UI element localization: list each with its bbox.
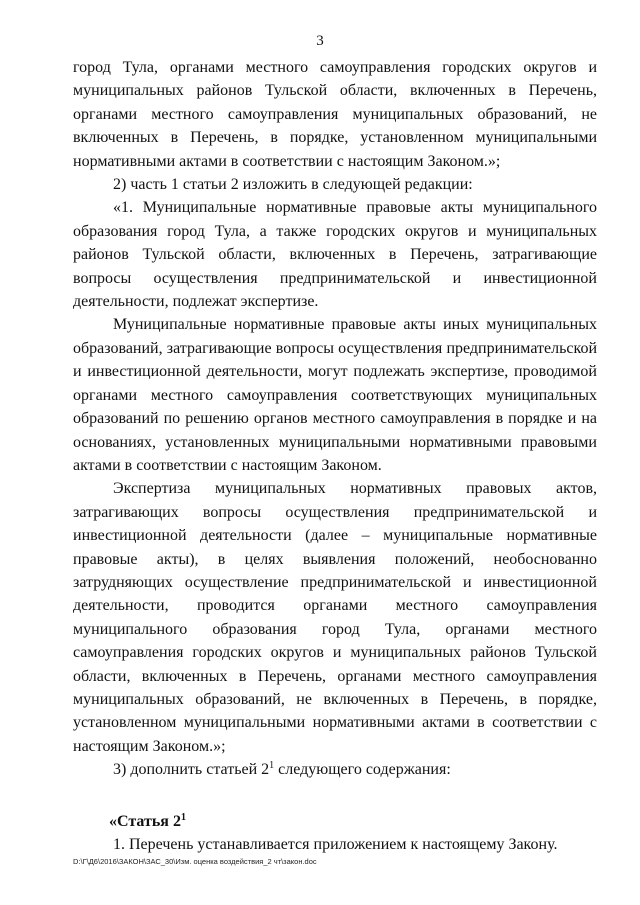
paragraph-other-municipal-acts: Муниципальные нормативные правовые акты иных муниципальных образований, затрагивающие вопросы осуществления предпринимательской и инвестиционной деятельности, могут подлежать экспертизе, проводимой органами местного самоуправления соответствующих муниципальных образований по решению органов местного самоуправления в порядке и на основаниях, установленных муниципальными нормативными правовыми актами в соответствии с настоящим Законом. xyxy=(73,316,597,474)
article-title xyxy=(73,810,597,833)
document-body xyxy=(73,56,597,856)
article-title-text: «Статья 2 xyxy=(109,812,181,830)
page-number: 3 xyxy=(316,33,324,49)
amendment-3-superscript: 1 xyxy=(269,760,275,772)
amendment-3-text-end: следующего содержания: xyxy=(274,761,451,779)
paragraph-expertise: Экспертиза муниципальных нормативных правовых актов, затрагивающих вопросы осуществления предпринимательской и инвестиционной деятельности (далее – муниципальные нормативные правовые акты), в целях выявления положений, необоснованно затрудняющих осуществление предпринимательской и инвестиционной деятельности, проводится органами местного самоуправления муниципального образования город Тула, органами местного самоуправления городских округов и муниципальных районов Тульской области, включенных в Перечень, органами местного самоуправления муниципальных образований, не включенных в Перечень, в порядке, установленном муниципальными нормативными актами в соответствии с настоящим Законом.»; xyxy=(73,480,597,755)
paragraph-amendment-3 xyxy=(73,758,597,781)
paragraph-continuation: город Тула, органами местного самоуправления городских округов и муниципальных районов Тульской области, включенных в Перечень, органами местного самоуправления муниципальных образований, не включенных в Перечень, в порядке, установленном муниципальными нормативными актами в соответствии с настоящим Законом.»; xyxy=(73,59,597,170)
paragraph-article-part-1: 1. Перечень устанавливается приложением к настоящему Закону. xyxy=(113,836,558,853)
amendment-3-text: 3) дополнить статьей 2 xyxy=(113,761,270,779)
spacer xyxy=(73,782,597,810)
article-title-superscript: 1 xyxy=(180,811,186,823)
footer-file-path: D:\Г\Д6\2016\ЗАКОН\ЗАС_30\Изм. оценка воздействия_2 чт\закон.doc xyxy=(73,857,317,866)
paragraph-amendment-2: 2) часть 1 статьи 2 изложить в следующей редакции: xyxy=(113,176,473,194)
paragraph-article-2-part-1: «1. Муниципальные нормативные правовые акты муниципального образования город Тула, а также городских округов и муниципальных районов Тульской области, включенных в Перечень, затрагивающие вопросы осуществления предпринимательской и инвестиционной деятельности, подлежат экспертизе. xyxy=(73,199,597,311)
